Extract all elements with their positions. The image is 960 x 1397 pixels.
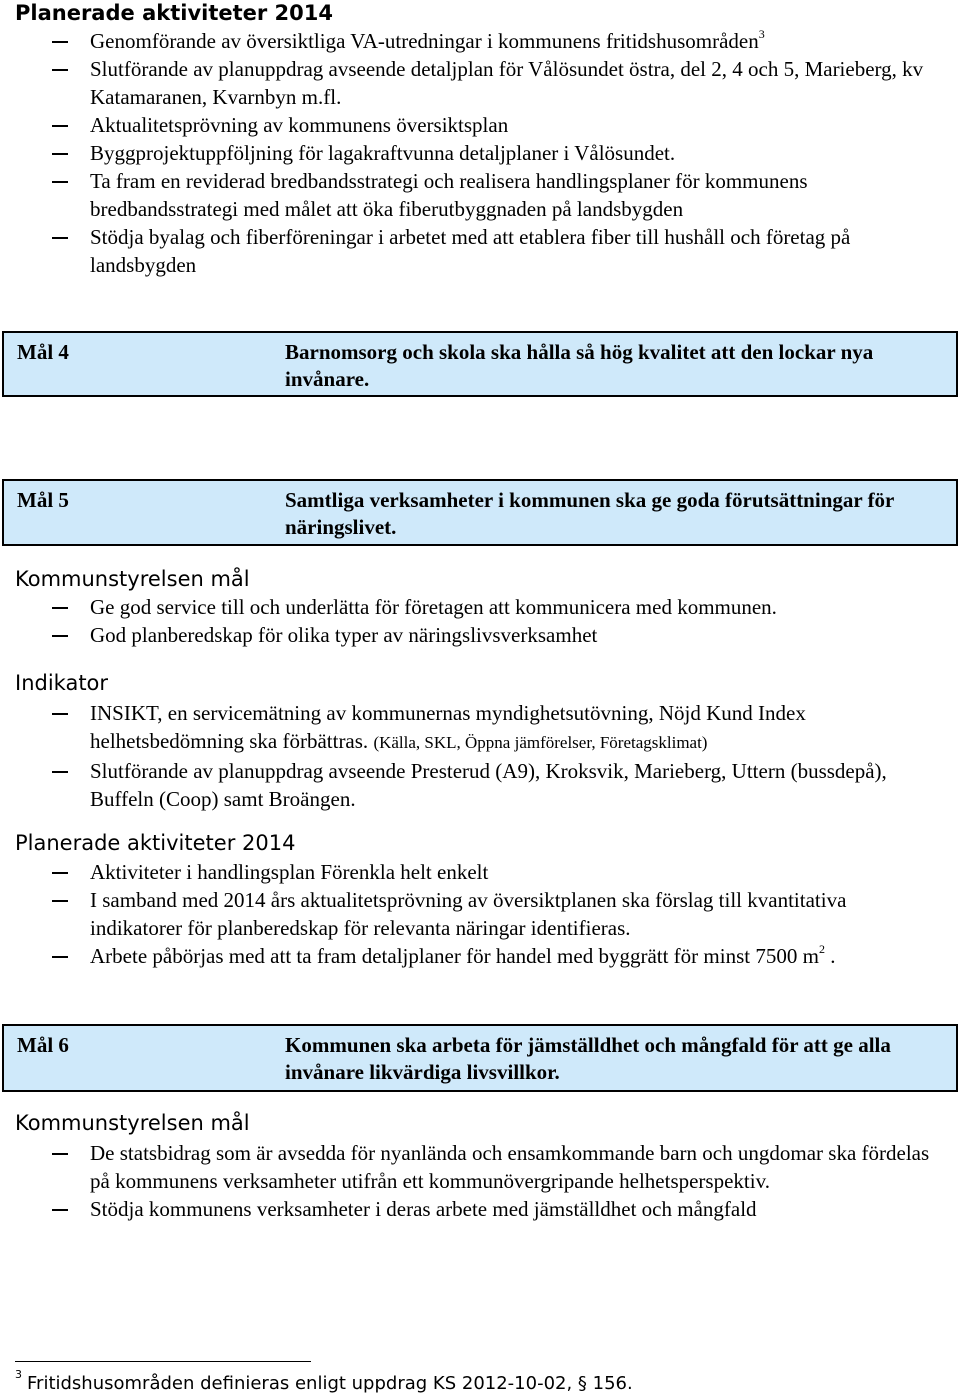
goal-label: Mål 5	[17, 488, 69, 512]
dash-bullet	[52, 956, 68, 958]
dash-bullet	[52, 713, 68, 715]
goal-text: Kommunen ska arbeta för jämställdhet och mångfald för att ge alla invånare likvärdiga livsvillkor.	[285, 1033, 891, 1084]
dash-bullet	[52, 41, 68, 43]
ks-goals-list	[0, 593, 960, 649]
list-item	[0, 139, 960, 167]
goal-text: Samtliga verksamheter i kommunen ska ge goda förutsättningar för näringslivet.	[285, 488, 894, 539]
list-item-text: Ge god service till och underlätta för företagen att kommunicera med kommunen.	[90, 595, 777, 619]
dash-bullet	[52, 69, 68, 71]
goal-box-mal-4	[2, 331, 958, 397]
list-item	[0, 167, 960, 223]
ks-goals-list-2	[0, 1139, 960, 1223]
list-item-text: Aktualitetsprövning av kommunens översiktsplan	[90, 113, 509, 137]
list-item	[0, 757, 960, 813]
list-item-text: Aktiviteter i handlingsplan Förenkla helt enkelt	[90, 860, 489, 884]
section-heading-planerade-aktiviteter-2: Planerade aktiviteter 2014	[15, 831, 296, 855]
source-note: (Källa, SKL, Öppna jämförelser, Företagsklimat)	[373, 733, 708, 752]
list-item-text: Genomförande av översiktliga VA-utredningar i kommunens fritidshusområden	[90, 29, 759, 53]
footnote-number: 3	[15, 1368, 22, 1381]
footnote-reference[interactable]: 3	[758, 27, 765, 41]
dash-bullet	[52, 771, 68, 773]
list-item	[0, 223, 960, 279]
list-item-text: God planberedskap för olika typer av näringslivsverksamhet	[90, 623, 598, 647]
dash-bullet	[52, 635, 68, 637]
list-item	[0, 1195, 960, 1223]
dash-bullet	[52, 153, 68, 155]
activities-list-1	[0, 27, 960, 279]
section-heading-kommunstyrelsen-mal-2: Kommunstyrelsen mål	[15, 1111, 250, 1135]
list-item	[0, 27, 960, 55]
indicator-list	[0, 699, 960, 813]
list-item-end: .	[824, 944, 836, 968]
footnote	[15, 1368, 633, 1396]
goal-label: Mål 6	[17, 1033, 69, 1057]
list-item-text: De statsbidrag som är avsedda för nyanlända och ensamkommande barn och ungdomar ska fördelas på kommunens verksamheter utifrån ett kommunövergripande helhetsperspektiv.	[90, 1141, 930, 1193]
list-item	[0, 1139, 960, 1195]
goal-box-mal-5	[2, 479, 958, 546]
list-item-text: I samband med 2014 års aktualitetsprövning av översiktplanen ska förslag till kvantitativa indikatorer för planberedskap för relevanta näringar identifieras.	[90, 888, 847, 940]
section-heading-indikator: Indikator	[15, 671, 109, 695]
goal-box-mal-6	[2, 1024, 958, 1092]
list-item	[0, 111, 960, 139]
list-item-text: Stödja kommunens verksamheter i deras arbete med jämställdhet och mångfald	[90, 1197, 757, 1221]
list-item	[0, 621, 960, 649]
list-item-text: Stödja byalag och fiberföreningar i arbetet med att etablera fiber till hushåll och företag på landsbygden	[90, 225, 851, 277]
dash-bullet	[52, 872, 68, 874]
list-item-text: Ta fram en reviderad bredbandsstrategi och realisera handlingsplaner för kommunens bredbandsstrategi med målet att öka fiberutbyggnaden på landsbygden	[90, 169, 808, 221]
list-item	[0, 858, 960, 886]
activities-list-2	[0, 858, 960, 970]
list-item	[0, 593, 960, 621]
superscript: 2	[818, 942, 825, 956]
section-heading-kommunstyrelsen-mal: Kommunstyrelsen mål	[15, 567, 250, 591]
list-item-text: Slutförande av planuppdrag avseende Presterud (A9), Kroksvik, Marieberg, Uttern (bussdepå), Buffeln (Coop) samt Broängen.	[90, 759, 887, 811]
dash-bullet	[52, 125, 68, 127]
goal-label: Mål 4	[17, 340, 69, 364]
goal-text: Barnomsorg och skola ska hålla så hög kvalitet att den lockar nya invånare.	[285, 340, 874, 391]
list-item	[0, 942, 960, 970]
dash-bullet	[52, 1209, 68, 1211]
list-item-text: INSIKT, en servicemätning av kommunernas myndighetsutövning, Nöjd Kund Index helhetsbedömning ska förbättras.	[90, 701, 806, 753]
dash-bullet	[52, 607, 68, 609]
list-item-text: Slutförande av planuppdrag avseende detaljplan för Vålösundet östra, del 2, 4 och 5, Marieberg, kv Katamaranen, Kvarnbyn m.fl.	[90, 57, 924, 109]
list-item-text: Byggprojektuppföljning för lagakraftvunna detaljplaner i Vålösundet.	[90, 141, 676, 165]
section-heading-planerade-aktiviteter: Planerade aktiviteter 2014	[15, 1, 334, 25]
footnote-text: Fritidshusområden definieras enligt uppdrag KS 2012-10-02, § 156.	[27, 1373, 633, 1394]
dash-bullet	[52, 1153, 68, 1155]
list-item	[0, 699, 960, 757]
list-item-text: Arbete påbörjas med att ta fram detaljplaner för handel med byggrätt för minst 7500 m	[90, 944, 819, 968]
dash-bullet	[52, 900, 68, 902]
list-item	[0, 886, 960, 942]
footnote-separator	[15, 1361, 311, 1362]
dash-bullet	[52, 237, 68, 239]
dash-bullet	[52, 181, 68, 183]
list-item	[0, 55, 960, 111]
